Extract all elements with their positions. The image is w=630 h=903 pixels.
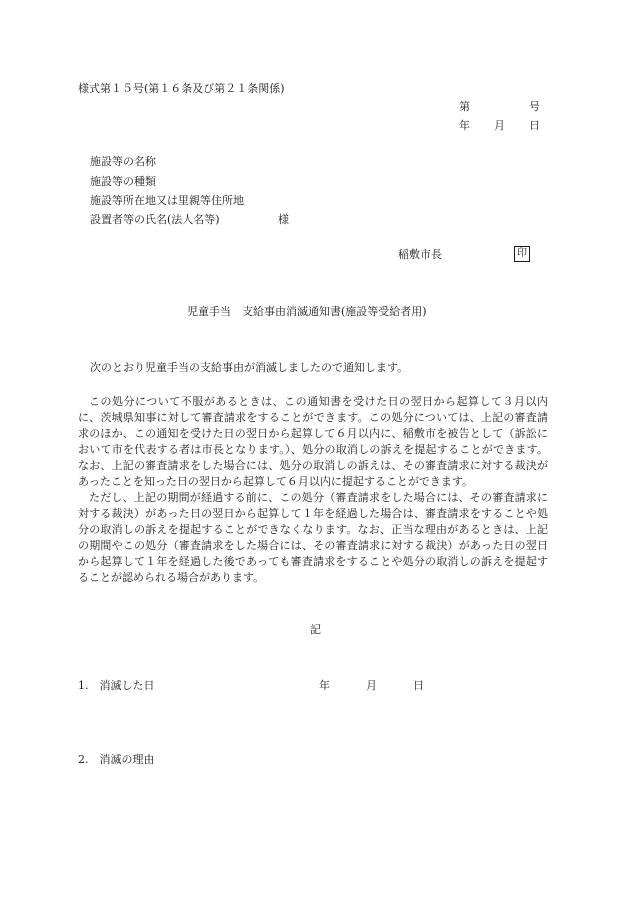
item1-label: 1. 消滅した日 xyxy=(78,679,155,692)
document-number-suffix: 号 xyxy=(529,100,540,113)
item1-year: 年 xyxy=(319,679,330,692)
intro-text: 次のとおり児童手当の支給事由が消滅しましたので通知します。 xyxy=(90,361,409,374)
date-month: 月 xyxy=(494,119,505,132)
appeal-notice xyxy=(78,394,548,586)
founder-name-label: 設置者等の氏名(法人名等) xyxy=(90,213,220,226)
issuer-title: 稲敷市長 xyxy=(398,248,442,261)
honorific: 様 xyxy=(278,213,289,226)
form-number: 様式第１５号(第１６条及び第２１条関係) xyxy=(78,82,285,95)
facility-address-label: 施設等所在地又は里親等住所地 xyxy=(90,194,244,207)
appeal-paragraph-2: ただし、上記の期間が経過する前に、この処分（審査請求をした場合には、その審査請求に対する裁決）があった日の翌日から起算して１年を経過した場合は、審査請求をすることや処分の取消しの訴えを提起することができなくなります。なお、正当な理由があるときは、上記の期間やこの処分（審査請求をした場合には、その審査請求に対する裁決）があった日の翌日から起算して１年を経過した後であっても審査請求をすることや処分の取消しの訴えを提起することが認められる場合があります。 xyxy=(78,491,548,584)
record-heading: 記 xyxy=(310,623,321,636)
appeal-paragraph-1: この処分について不服があるときは、この通知書を受けた日の翌日から起算して３月以内に、茨城県知事に対して審査請求をすることができます。この処分については、上記の審査請求のほか、この通知を受けた日の翌日から起算して６月以内に、稲敷市を被告として（訴訟において市を代表する者は市長となります。）、処分の取消しの訴えを提起することができます。なお、上記の審査請求をした場合には、処分の取消しの訴えは、その審査請求に対する裁決があったことを知った日の翌日から起算して６月以内に提起することができます。 xyxy=(78,395,548,488)
date-year: 年 xyxy=(459,119,470,132)
facility-type-label: 施設等の種類 xyxy=(90,175,156,188)
item1-month: 月 xyxy=(366,679,377,692)
document-number-prefix: 第 xyxy=(459,100,470,113)
document-title: 児童手当 支給事由消滅通知書(施設等受給者用) xyxy=(187,305,427,318)
facility-name-label: 施設等の名称 xyxy=(90,155,156,168)
official-seal: 印 xyxy=(514,246,530,262)
item2-label: 2. 消滅の理由 xyxy=(78,753,155,766)
date-day: 日 xyxy=(529,119,540,132)
item1-day: 日 xyxy=(413,679,424,692)
